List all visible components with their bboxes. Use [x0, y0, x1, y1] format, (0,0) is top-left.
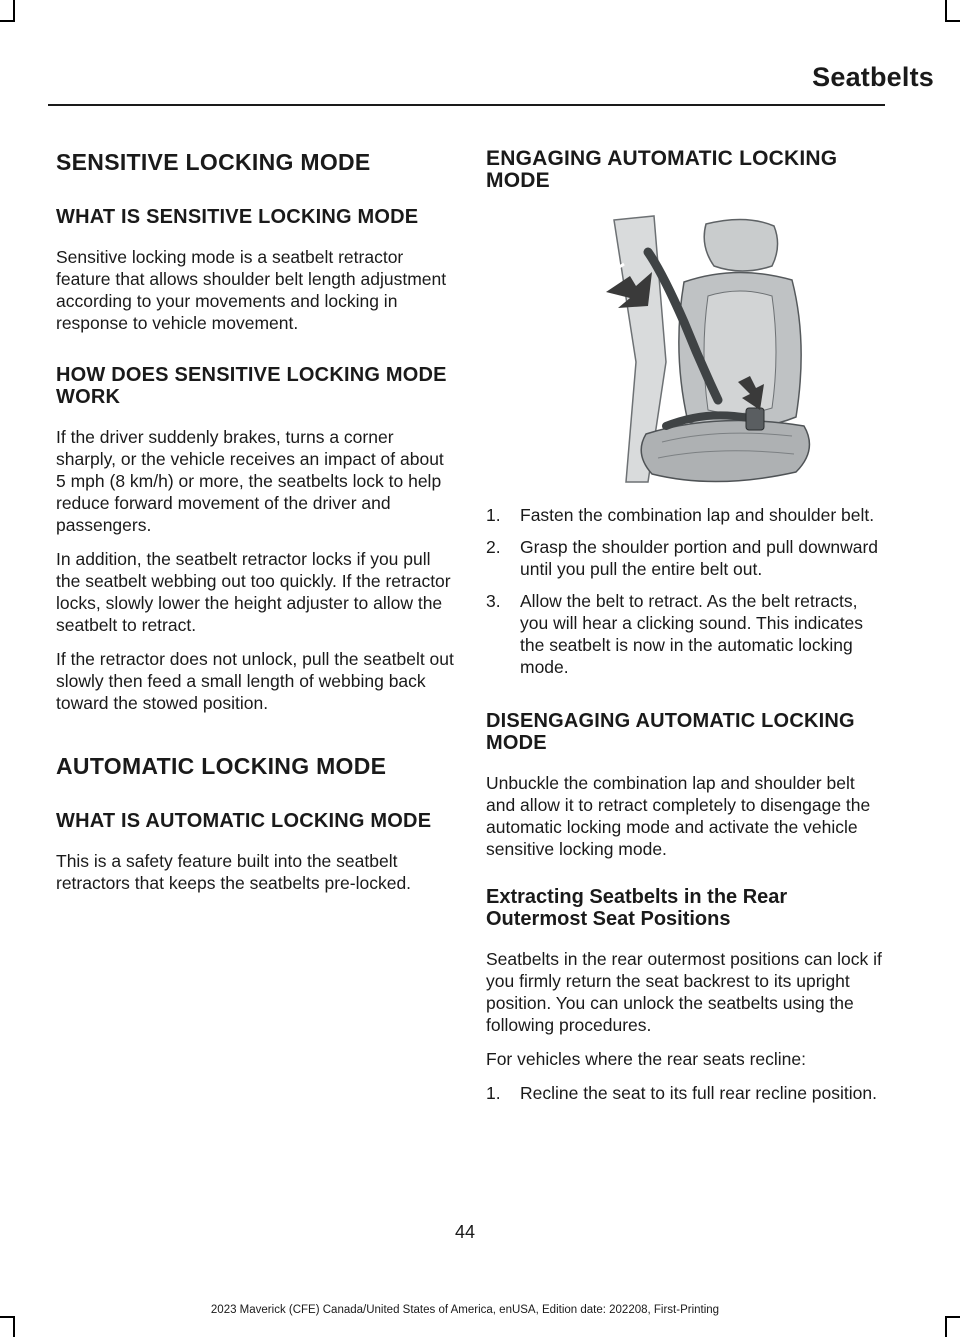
crop-mark-bottom-left-v	[13, 1316, 15, 1337]
right-column	[486, 148, 886, 1104]
engaging-steps-list	[486, 504, 886, 678]
paragraph-extracting: Seatbelts in the rear outermost positions can lock if you firmly return the seat backrest to its upright position. You can unlock the seatbelts using the following procedures.	[486, 949, 882, 1035]
engaging-step: 3. Allow the belt to retract. As the belt retracts, you will hear a clicking sound. This indicates the seatbelt is now in the automatic locking mode.	[486, 591, 864, 677]
heading-disengaging-automatic: DISENGAGING AUTOMATIC LOCKING MODE	[486, 710, 855, 754]
recline-steps-list	[486, 1082, 886, 1104]
page-number: 44	[454, 1222, 476, 1242]
paragraph-disengaging: Unbuckle the combination lap and shoulder belt and allow it to retract completely to disengage the automatic locking mode and activate the vehicle sensitive locking mode.	[486, 773, 871, 859]
engaging-step: 1. Fasten the combination lap and shoulder belt.	[486, 505, 875, 525]
crop-mark-top-left-v	[13, 0, 15, 21]
paragraph-what-is-automatic: This is a safety feature built into the seatbelt retractors that keeps the seatbelts pre-locked.	[56, 851, 412, 893]
heading-engaging-automatic: ENGAGING AUTOMATIC LOCKING MODE	[486, 147, 838, 192]
paragraph-how-2: In addition, the seatbelt retractor locks if you pull the seatbelt webbing out too quickly. If the retractor locks, slowly lower the height adjuster to allow the seatbelt to retract.	[56, 549, 451, 635]
buckle-shape	[746, 408, 764, 430]
engaging-step: 2. Grasp the shoulder portion and pull downward until you pull the entire belt out.	[486, 537, 878, 579]
seat-with-belt-drawing	[596, 212, 826, 492]
page-header	[0, 62, 934, 93]
heading-sensitive-locking-mode: SENSITIVE LOCKING MODE	[56, 149, 371, 175]
heading-extracting-rear-seatbelts: Extracting Seatbelts in the Rear Outermost Seat Positions	[486, 886, 788, 930]
recline-step: 1. Recline the seat to its full rear recline position.	[486, 1083, 877, 1103]
paragraph-how-1: If the driver suddenly brakes, turns a corner sharply, or the vehicle receives an impact of about 5 mph (8 km/h) or more, the seatbelts lock to help reduce forward movement of the driver and passengers.	[56, 427, 444, 535]
crop-mark-bottom-left-h	[0, 1316, 15, 1318]
paragraph-what-is-sensitive: Sensitive locking mode is a seatbelt retractor feature that allows shoulder belt length adjustment according to your movements and locking in response to vehicle movement.	[56, 247, 447, 333]
crop-mark-bottom-right-v	[945, 1316, 947, 1337]
heading-automatic-locking-mode: AUTOMATIC LOCKING MODE	[56, 753, 387, 779]
header-divider	[48, 104, 885, 106]
paragraph-how-3: If the retractor does not unlock, pull the seatbelt out slowly then feed a small length of webbing back toward the stowed position.	[56, 649, 454, 713]
heading-what-is-sensitive: WHAT IS SENSITIVE LOCKING MODE	[56, 206, 419, 228]
seatbelt-illustration	[596, 212, 826, 492]
chapter-title: Seatbelts	[812, 62, 934, 92]
crop-mark-top-right-v	[945, 0, 947, 21]
crop-mark-top-left-h	[0, 20, 15, 22]
left-column	[56, 148, 456, 894]
crop-mark-bottom-right-h	[945, 1316, 960, 1318]
crop-mark-top-right-h	[945, 20, 960, 22]
edition-footer: 2023 Maverick (CFE) Canada/United States of America, enUSA, Edition date: 202208, First-Printing	[210, 1304, 720, 1316]
heading-how-sensitive-works: HOW DOES SENSITIVE LOCKING MODE WORK	[56, 364, 447, 408]
heading-what-is-automatic: WHAT IS AUTOMATIC LOCKING MODE	[56, 810, 432, 832]
paragraph-recline-intro: For vehicles where the rear seats recline:	[486, 1049, 806, 1069]
